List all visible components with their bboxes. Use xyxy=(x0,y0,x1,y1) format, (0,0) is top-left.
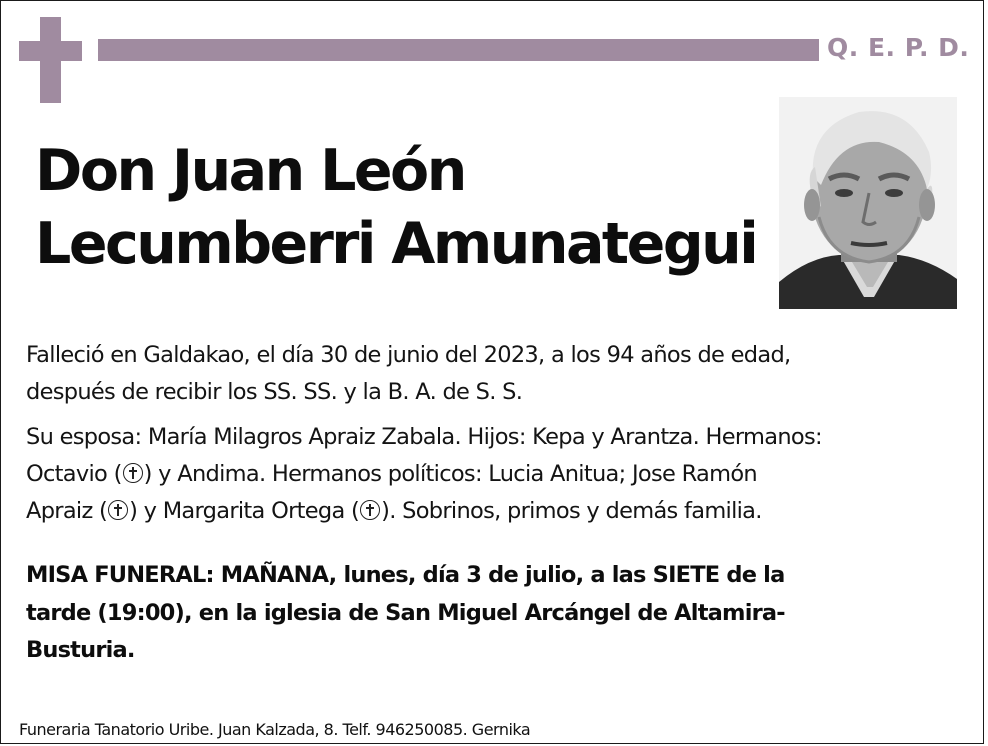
deceased-cross-icon xyxy=(108,500,128,520)
family-line-3 xyxy=(26,493,961,530)
family-line-2 xyxy=(26,456,961,493)
death-line-2: después de recibir los SS. SS. y la B. A. de S. S. xyxy=(26,379,523,405)
deceased-cross-icon xyxy=(123,463,143,483)
deceased-cross-icon xyxy=(360,500,380,520)
cross-icon xyxy=(19,17,82,103)
deceased-name xyxy=(35,135,775,281)
family-line-1: Su esposa: María Milagros Apraiz Zabala. Hijos: Kepa y Arantza. Hermanos: xyxy=(26,424,822,450)
funeral-line-2: tarde (19:00), en la iglesia de San Miguel Arcángel de Altamira- xyxy=(26,599,785,626)
qepd-label: Q. E. P. D. xyxy=(827,33,970,62)
name-line-2: Lecumberri Amunategui xyxy=(35,211,757,277)
header-band xyxy=(98,39,819,61)
funeral-home-footer: Funeraria Tanatorio Uribe. Juan Kalzada, 8. Telf. 946250085. Gernika xyxy=(19,720,531,739)
funeral-line-3: Busturia. xyxy=(26,637,135,663)
family-line-2-a: Octavio ( xyxy=(26,461,122,487)
portrait-image xyxy=(779,97,957,309)
funeral-notice xyxy=(26,557,961,670)
obituary-text xyxy=(26,337,961,538)
family-paragraph xyxy=(26,419,961,530)
family-line-3-a: Apraiz ( xyxy=(26,498,108,524)
family-line-3-b: ) y Margarita Ortega ( xyxy=(129,498,360,524)
portrait-photo xyxy=(779,97,957,309)
name-line-1: Don Juan León xyxy=(35,138,465,204)
funeral-line-1: MISA FUNERAL: MAÑANA, lunes, día 3 de julio, a las SIETE de la xyxy=(26,562,785,588)
family-line-2-b: ) y Andima. Hermanos políticos: Lucia Anitua; Jose Ramón xyxy=(143,461,757,487)
death-line-1: Falleció en Galdakao, el día 30 de junio del 2023, a los 94 años de edad, xyxy=(26,342,791,368)
death-paragraph xyxy=(26,337,961,411)
family-line-3-c: ). Sobrinos, primos y demás familia. xyxy=(381,498,762,524)
